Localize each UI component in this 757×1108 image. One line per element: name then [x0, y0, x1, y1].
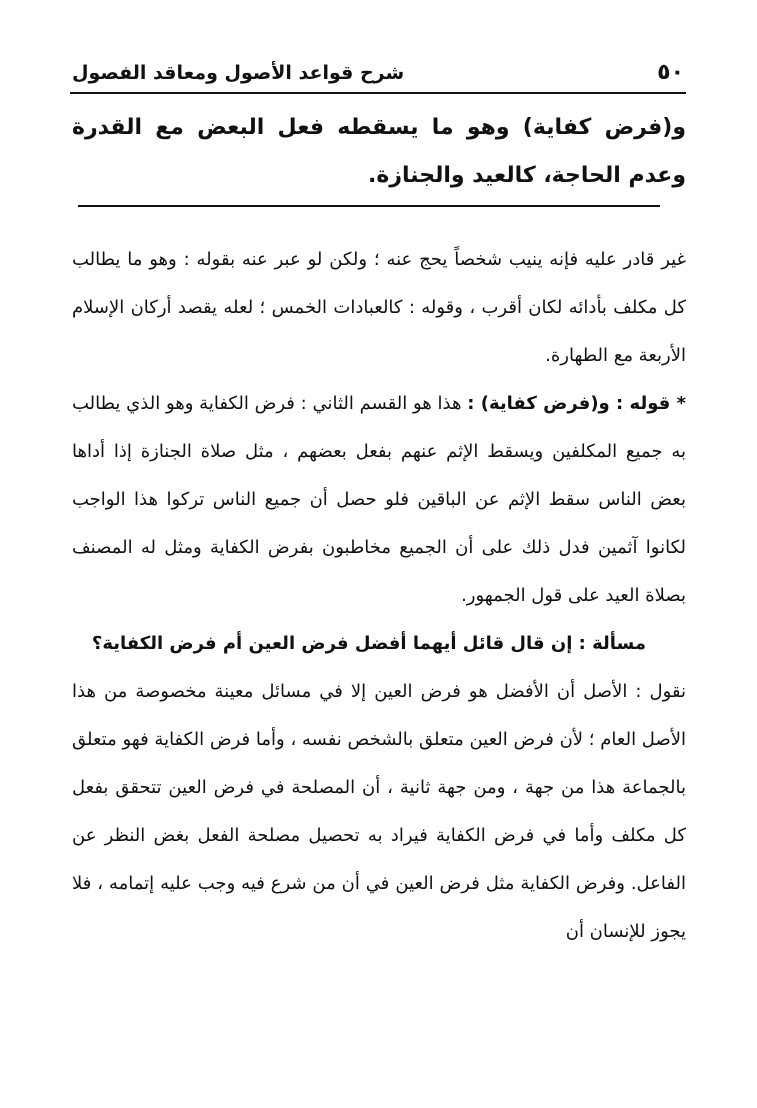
commentary-paragraph-1: غير قادر عليه فإنه ينيب شخصاً يحج عنه ؛ ولكن لو عبر عنه بقوله : وهو ما يطالب كل مكلف بأدائه لكان أقرب ، وقوله : كالعبادات الخمس ؛ لعله يقصد أركان الإسلام الأربعة مع الطهارة. [72, 249, 686, 366]
separator-rule [78, 205, 660, 207]
commentary-paragraph-2 [72, 380, 686, 620]
quote-lead: * قوله : و(فرض كفاية) : [467, 393, 686, 414]
issue-heading: مسألة : إن قال قائل أيهما أفضل فرض العين أم فرض الكفاية؟ [91, 633, 646, 654]
page-number: ٥٠ [657, 60, 684, 85]
commentary-body [72, 236, 686, 956]
page-header [72, 58, 684, 92]
quote-explanation: هذا هو القسم الثاني : فرض الكفاية وهو الذي يطالب به جميع المكلفين ويسقط الإثم عنهم بفعل بعضهم ، مثل صلاة الجنازة إذا أداها بعض الناس سقط الإثم عن الباقين فلو حصل أن جميع الناس تركوا هذا الواجب لكانوا آثمين فدل ذلك على أن الجميع مخاطبون بفرض الكفاية ومثل له المصنف بصلاة العيد على قول الجمهور. [72, 393, 686, 606]
running-title: شرح قواعد الأصول ومعاقد الفصول [72, 62, 405, 84]
commentary-paragraph-3: نقول : الأصل أن الأفضل هو فرض العين إلا في مسائل معينة مخصوصة من هذا الأصل العام ؛ لأن فرض العين متعلق بالشخص نفسه ، وأما فرض الكفاية فهو متعلق بالجماعة هذا من جهة ، ومن جهة ثانية ، أن المصلحة في فرض العين تتحقق بفعل كل مكلف وأما في فرض الكفاية فيراد به تحصيل مصلحة الفعل بغض النظر عن الفاعل. وفرض الكفاية مثل فرض العين في أن من شرع فيه وجب عليه إتمامه ، فلا يجوز للإنسان أن [72, 681, 686, 942]
matn-text: و(فرض كفاية) وهو ما يسقطه فعل البعض مع القدرة وعدم الحاجة، كالعيد والجنازة. [72, 115, 686, 188]
header-rule [70, 92, 686, 94]
